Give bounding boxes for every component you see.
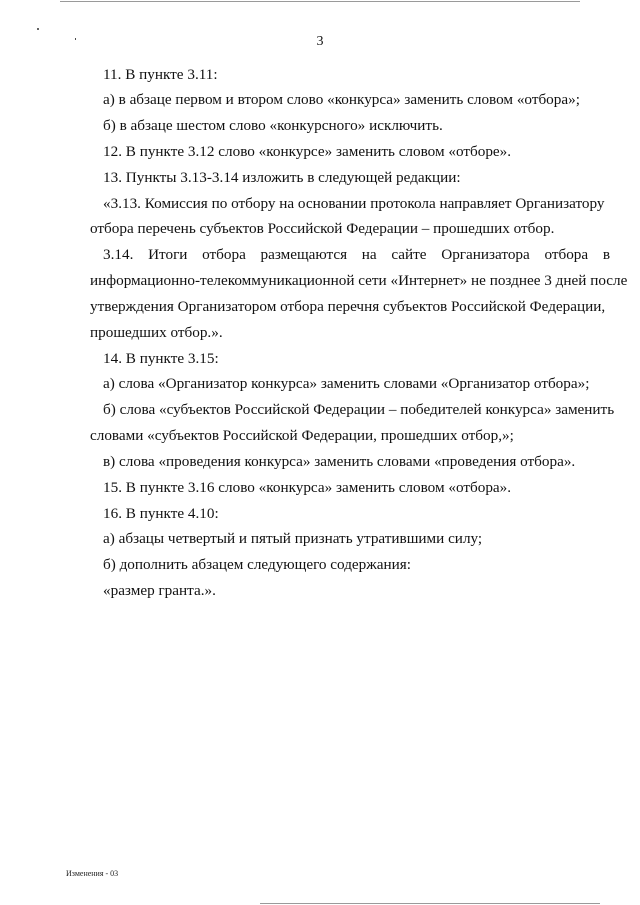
scan-speck	[37, 28, 39, 30]
para-3-13-line-1: «3.13. Комиссия по отбору на основании протокола направляет Организатору	[103, 195, 605, 212]
item-11-heading: 11. В пункте 3.11:	[103, 66, 218, 83]
para-3-14-line-1: 3.14. Итоги отбора размещаются на сайте Организатора отбора в	[103, 246, 610, 263]
scan-edge-bottom	[260, 903, 600, 904]
footer-revision: Изменения - 03	[66, 869, 119, 878]
para-3-14-line-2: информационно-телекоммуникационной сети «Интернет» не позднее 3 дней после	[90, 272, 628, 289]
item-14-b-line-1: б) слова «субъектов Российской Федерации – победителей конкурса» заменить	[103, 401, 615, 418]
item-15: 15. В пункте 3.16 слово «конкурса» заменить словом «отбора».	[103, 479, 512, 496]
item-11-a: а) в абзаце первом и втором слово «конкурса» заменить словом «отбора»;	[103, 91, 580, 108]
item-16-b-quote: «размер гранта.».	[103, 582, 216, 599]
item-16-heading: 16. В пункте 4.10:	[103, 505, 219, 522]
item-11-b: б) в абзаце шестом слово «конкурсного» исключить.	[103, 117, 443, 134]
item-14-a: а) слова «Организатор конкурса» заменить словами «Организатор отбора»;	[103, 375, 590, 392]
item-14-b-line-2: словами «субъектов Российской Федерации, прошедших отбор,»;	[90, 427, 514, 444]
item-14-heading: 14. В пункте 3.15:	[103, 350, 219, 367]
item-13-heading: 13. Пункты 3.13-3.14 изложить в следующей редакции:	[103, 169, 461, 186]
item-12: 12. В пункте 3.12 слово «конкурсе» заменить словом «отборе».	[103, 143, 512, 160]
scan-edge-top	[60, 1, 580, 2]
para-3-13-line-2: отбора перечень субъектов Российской Федерации – прошедших отбор.	[90, 220, 555, 237]
item-14-v: в) слова «проведения конкурса» заменить словами «проведения отбора».	[103, 453, 576, 470]
para-3-14-line-3: утверждения Организатором отбора перечня субъектов Российской Федерации,	[90, 298, 606, 315]
page-number: 3	[316, 34, 324, 49]
para-3-14-line-4: прошедших отбор.».	[90, 324, 223, 341]
item-16-a: а) абзацы четвертый и пятый признать утратившими силу;	[103, 530, 483, 547]
item-16-b: б) дополнить абзацем следующего содержания:	[103, 556, 411, 573]
